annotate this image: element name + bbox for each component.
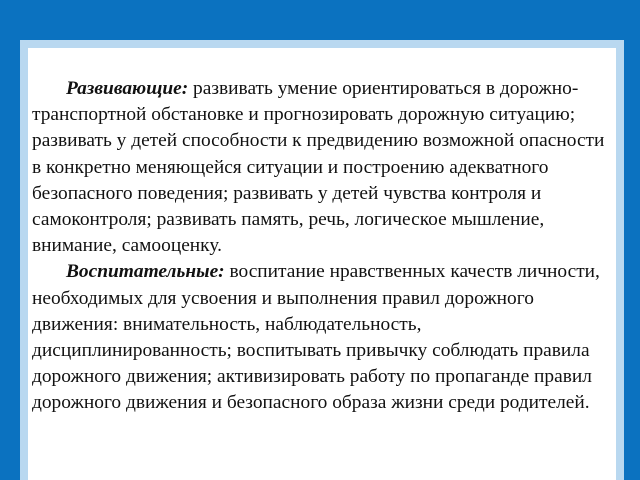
- developmental-objectives-paragraph: [32, 76, 617, 259]
- educational-objectives-text: воспитание нравственных качеств личности, необходимых для усвоения и выполнения правил дорожного движения: внимательность, наблюдательность, дисциплинированность; воспитывать привычку соблюдать правила дорожного движения; активизировать работу по пропаганде правил дорожного движения и безопасного образа жизни среди родителей.: [32, 261, 600, 414]
- educational-objectives-paragraph: [32, 259, 617, 416]
- content-panel: [28, 48, 616, 480]
- educational-objectives-term: Воспитательные:: [66, 261, 225, 283]
- developmental-objectives-term: Развивающие:: [66, 78, 189, 99]
- objectives-text: [32, 76, 617, 417]
- developmental-objectives-text: развивать умение ориентироваться в дорожно- транспортной обстановке и прогнозировать дорожную ситуацию; развивать у детей способности к предвидению возможной опасности в конкретно меняющейся ситуации и построению адекватного безопасного поведения; развивать у детей чувства контроля и самоконтроля; развивать память, речь, логическое мышление, внимание, самооценку.: [32, 78, 605, 257]
- slide-frame: [20, 40, 624, 480]
